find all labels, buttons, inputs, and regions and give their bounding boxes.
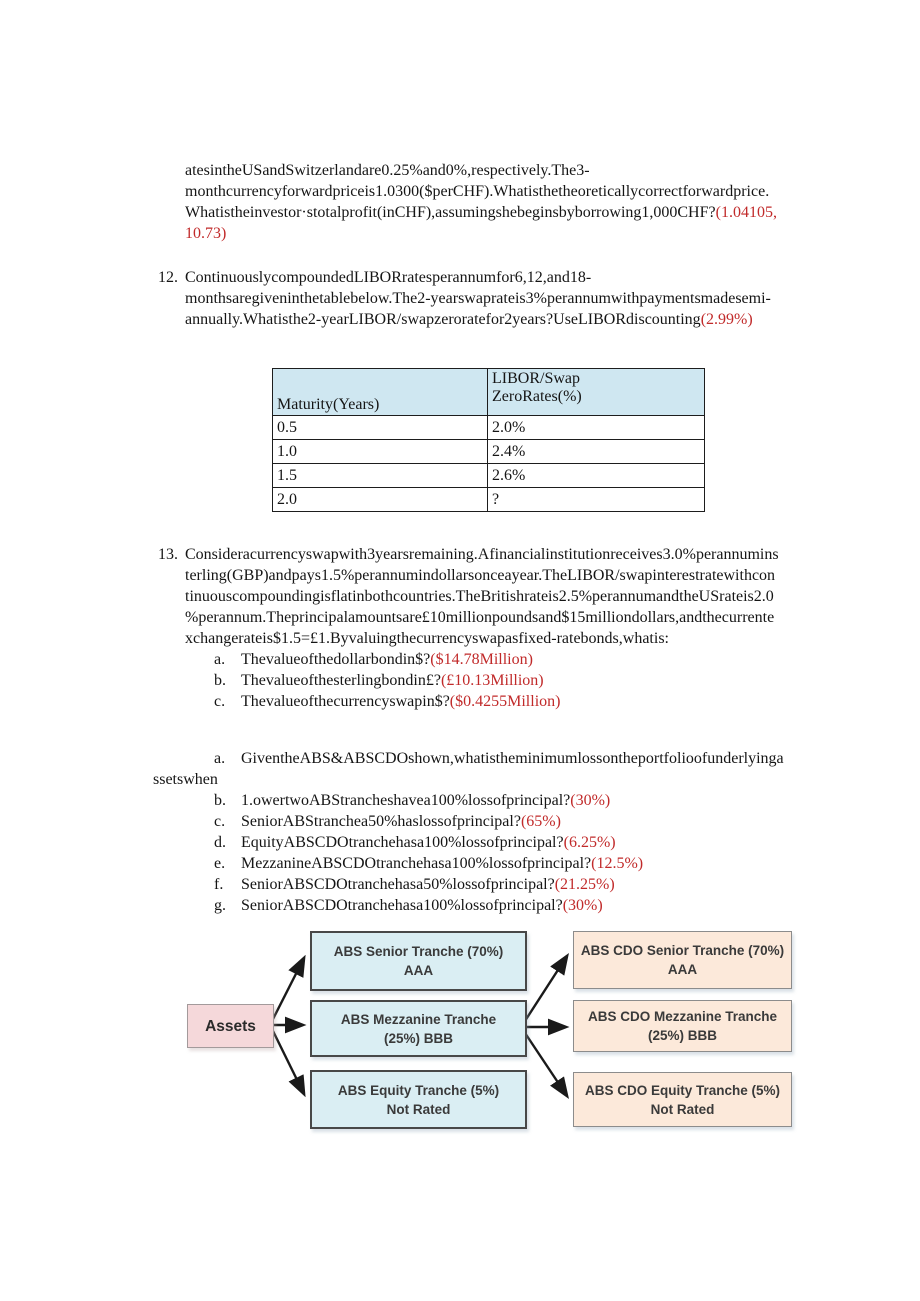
q13-subitem-b-question: Thevalueofthesterlingbondin£? [241, 672, 441, 689]
q13-subitem-c [214, 691, 560, 712]
assets-box-label: Assets [205, 1017, 256, 1035]
abs-senior-tranche-box [310, 931, 527, 991]
zero-rates-column-header [488, 369, 705, 416]
abs-equity-line-2: Not Rated [386, 1101, 451, 1117]
q13-subitem-c-answer: ($0.4255Million) [449, 693, 561, 710]
abs-question-g [214, 895, 603, 916]
question-12 [185, 267, 771, 330]
q12-line-3 [185, 309, 771, 330]
table-row [273, 488, 705, 512]
q13-subitem-a [214, 649, 533, 670]
rate-cell: 2.4% [488, 440, 705, 464]
abs-question-f-text: SeniorABSCDOtranchehasa50%lossofprincipal? [241, 876, 555, 893]
q13-subitem-c-question: Thevalueofthecurrencyswapin$? [241, 693, 450, 710]
q12-line-1: ContinuouslycompoundedLIBORratesperannumfor6,12,and18- [185, 269, 592, 286]
abs-question-c-answer: (65%) [520, 813, 561, 830]
q13-subitem-b [214, 670, 544, 691]
cdo-equity-line-1: ABS CDO Equity Tranche (5%) [584, 1082, 781, 1098]
arrow-assets-to-abs-senior [272, 958, 304, 1021]
rate-cell: 2.0% [488, 416, 705, 440]
table-row [273, 416, 705, 440]
q11-line-3-text: Whatistheinvestor·stotalprofit(inCHF),assumingshebeginsbyborrowing1,000CHF? [185, 204, 716, 221]
libor-swap-rates-table [272, 368, 705, 512]
q13-subitem-a-label: a. [214, 651, 226, 668]
q13-subitem-a-question: Thevalueofthedollarbondin$? [241, 651, 431, 668]
abs-question-b [214, 790, 610, 811]
maturity-cell: 1.0 [273, 440, 488, 464]
abs-question-intro [214, 748, 784, 769]
q13-subitem-b-answer: (£10.13Million) [440, 672, 544, 689]
abs-senior-line-2: AAA [403, 963, 434, 978]
maturity-cell: 2.0 [273, 488, 488, 512]
abs-question-b-text: 1.owertwoABStrancheshavea100%lossofprincipal? [241, 792, 571, 809]
abs-question-b-label: b. [214, 792, 226, 809]
q13-line-2: terling(GBP)andpays1.5%perannumindollarsonceayear.TheLIBOR/swapinterestratewithcon [185, 567, 776, 584]
cdo-mezzanine-line-1: ABS CDO Mezzanine Tranche [587, 1009, 778, 1024]
abs-question-g-answer: (30%) [562, 897, 603, 914]
arrow-mezzanine-to-cdo-equity [523, 1030, 567, 1096]
q12-line-3-text: annually.Whatisthe2-yearLIBOR/swapzeroratefor2years?UseLIBORdiscounting [185, 311, 701, 328]
abs-question-e [214, 853, 643, 874]
q11-line-3 [185, 202, 777, 223]
abs-cdo-senior-tranche-box [573, 931, 792, 989]
abs-question-b-answer: (30%) [570, 792, 611, 809]
abs-question-d-label: d. [214, 834, 226, 851]
q13-line-3: tinuouscompoundingisflatinbothcountries.TheBritishrateis2.5%perannumandtheUSrateis2.0 [185, 588, 774, 605]
abs-question-f-label: f. [214, 876, 224, 893]
q13-line-1: Consideracurrencyswapwith3yearsremaining.Afinancialinstitutionreceives3.0%perannumins [185, 546, 779, 563]
abs-cdo-equity-tranche-box [573, 1072, 792, 1127]
abs-question-g-text: SeniorABSCDOtranchehasa100%lossofprincipal? [241, 897, 563, 914]
table-header-row [273, 369, 705, 416]
abs-equity-line-1: ABS Equity Tranche (5%) [337, 1082, 500, 1098]
arrow-assets-to-abs-equity [272, 1029, 304, 1094]
abs-question-d-answer: (6.25%) [563, 834, 616, 851]
abs-question-f-answer: (21.25%) [554, 876, 615, 893]
abs-intro-label: a. [214, 750, 226, 767]
abs-cdo-mezzanine-tranche-box [573, 1000, 792, 1052]
abs-question-g-label: g. [214, 897, 226, 914]
maturity-cell: 0.5 [273, 416, 488, 440]
q11-answer-part-1: (1.04105, [715, 204, 777, 221]
zero-rates-header-line-2: ZeroRates(%) [492, 388, 582, 405]
rate-cell: ? [488, 488, 705, 512]
q13-line-5: xchangerateis$1.5=£1.Byvaluingthecurrencyswapasfixed-ratebonds,whatis: [185, 630, 669, 647]
cdo-mezzanine-line-2: (25%) BBB [647, 1028, 717, 1043]
arrow-mezzanine-to-cdo-senior [523, 956, 567, 1024]
abs-question-f [214, 874, 615, 895]
q12-number: 12. [158, 269, 178, 286]
rate-cell: 2.6% [488, 464, 705, 488]
maturity-cell: 1.5 [273, 464, 488, 488]
abs-mezzanine-line-2: (25%) BBB [383, 1030, 453, 1046]
abs-question-c [214, 811, 561, 832]
question-11-continuation [185, 160, 777, 244]
abs-equity-tranche-box [310, 1070, 527, 1129]
q13-number: 13. [158, 546, 178, 563]
maturity-column-header: Maturity(Years) [273, 369, 488, 416]
q11-line-2: monthcurrencyforwardpriceis1.0300($perCHF).Whatisthetheoreticallycorrectforwardprice. [185, 183, 770, 200]
q13-subitem-a-answer: ($14.78Million) [430, 651, 533, 668]
abs-intro-line-1: GiventheABS&ABSCDOshown,whatistheminimumlossontheportfolioofunderlyinga [241, 750, 784, 767]
cdo-equity-line-2: Not Rated [650, 1101, 715, 1117]
abs-question-e-answer: (12.5%) [591, 855, 644, 872]
abs-question-c-label: c. [214, 813, 226, 830]
cdo-senior-line-1: ABS CDO Senior Tranche (70%) [580, 943, 785, 958]
abs-question-c-text: SeniorABStranchea50%haslossofprincipal? [241, 813, 521, 830]
abs-question-d [214, 832, 616, 853]
table-row [273, 464, 705, 488]
q13-subitem-c-label: c. [214, 693, 226, 710]
cdo-senior-line-2: AAA [667, 962, 698, 977]
abs-mezzanine-tranche-box [310, 1000, 527, 1057]
abs-question-e-label: e. [214, 855, 226, 872]
q11-line-1: atesintheUSandSwitzerlandare0.25%and0%,respectively.The3- [185, 162, 590, 179]
abs-question-e-text: MezzanineABSCDOtranchehasa100%lossofprincipal? [241, 855, 592, 872]
assets-box [187, 1004, 274, 1048]
q11-answer-part-2: 10.73) [185, 225, 227, 242]
table-row [273, 440, 705, 464]
abs-intro-line-2: ssetswhen [153, 771, 218, 788]
q12-answer: (2.99%) [700, 311, 753, 328]
q13-line-4: %perannum.Theprincipalamountsare£10millionpoundsand$15milliondollars,andthecurrente [185, 609, 775, 626]
q12-line-2: monthsaregiveninthetablebelow.The2-yearswaprateis3%perannumwithpaymentsmadesemi- [185, 290, 771, 307]
q13-subitem-b-label: b. [214, 672, 226, 689]
question-13 [185, 544, 779, 649]
abs-question-d-text: EquityABSCDOtranchehasa100%lossofprincipal? [241, 834, 564, 851]
abs-mezzanine-line-1: ABS Mezzanine Tranche [340, 1011, 497, 1027]
zero-rates-header-line-1: LIBOR/Swap [492, 370, 580, 387]
abs-senior-line-1: ABS Senior Tranche (70%) [333, 944, 504, 959]
